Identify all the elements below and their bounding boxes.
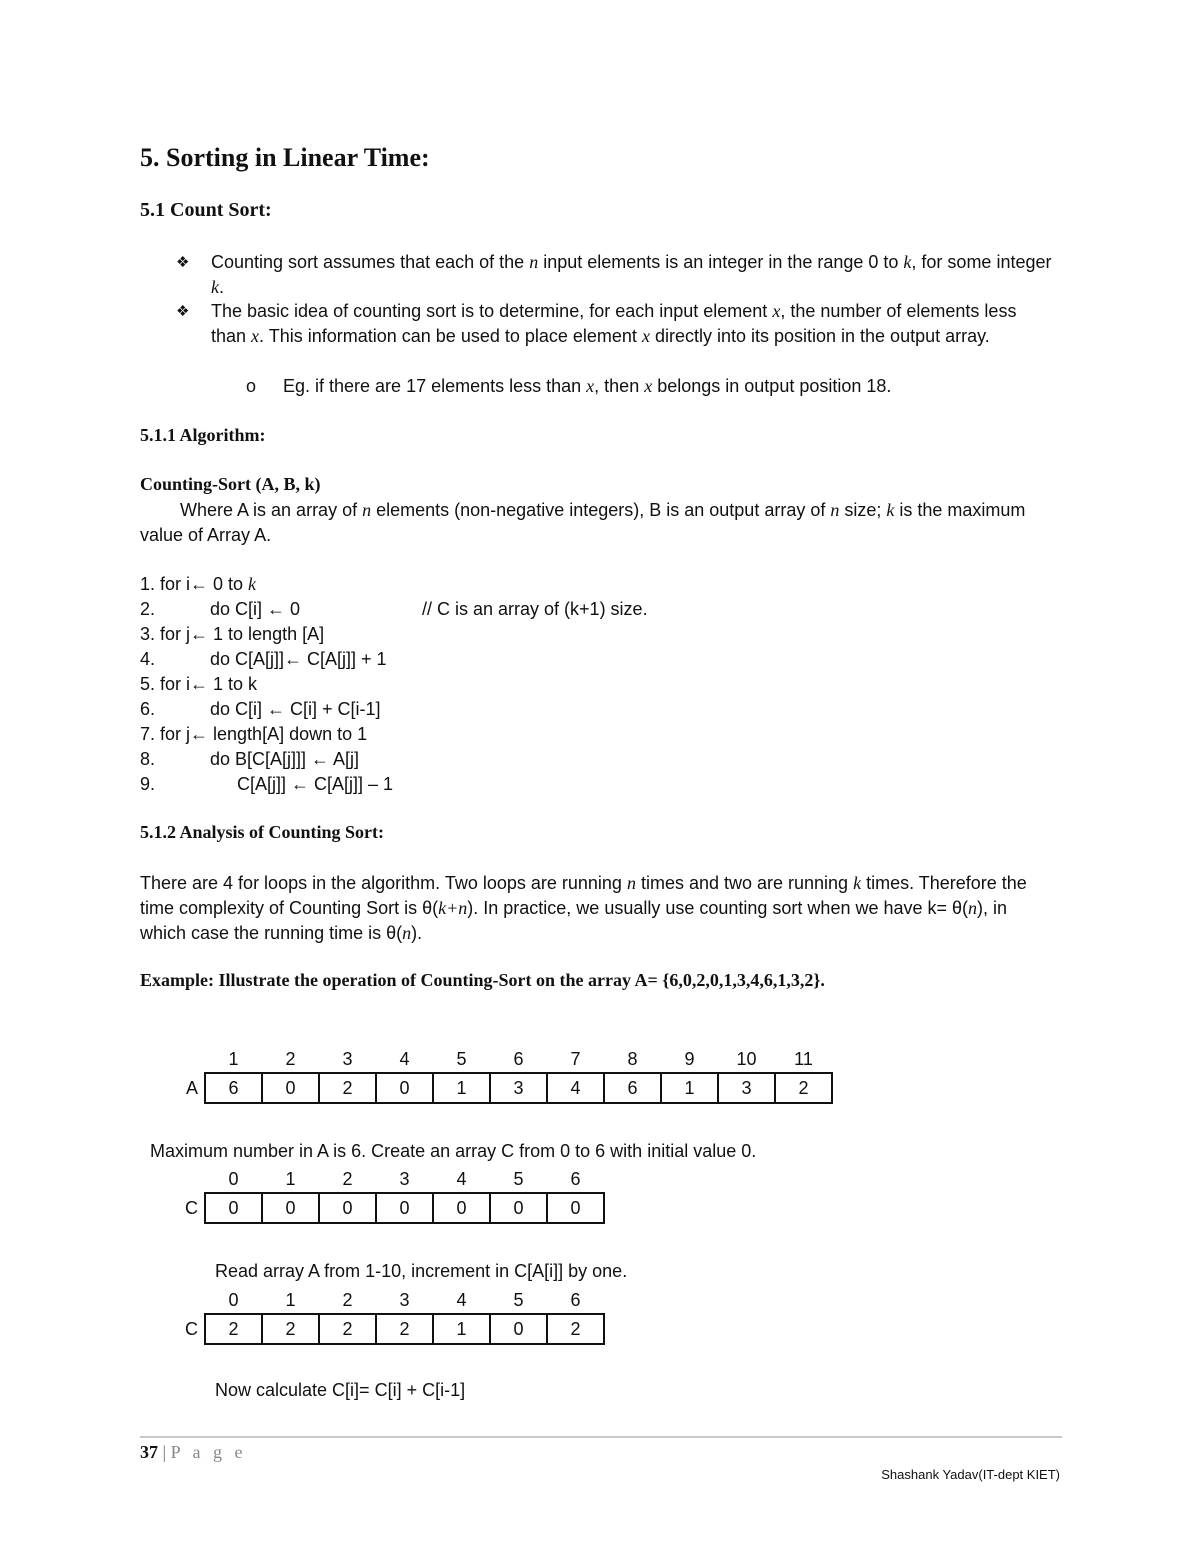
- array-index: 4: [456, 1289, 467, 1310]
- array-cell: 2: [205, 1314, 262, 1344]
- code-line: 4. do C[A[j]]← C[A[j]] + 1: [140, 649, 387, 669]
- bullet-item: ❖ Counting sort assumes that each of the n input elements is an integer in the range 0 to k, for some integer k.: [176, 252, 1052, 297]
- array-index: 5: [513, 1168, 524, 1189]
- array-cell: 3: [490, 1073, 547, 1103]
- array-cell: 0: [319, 1193, 376, 1223]
- array-index: 1: [285, 1289, 296, 1310]
- array-index: 3: [399, 1168, 410, 1189]
- array-cell: 6: [604, 1073, 661, 1103]
- array-cell: 0: [490, 1193, 547, 1223]
- code-line: 5. for i← 1 to k: [140, 674, 258, 694]
- note-calc: Now calculate C[i]= C[i] + C[i-1]: [215, 1380, 466, 1400]
- array-label: A: [185, 1077, 198, 1098]
- procedure-description: Where A is an array of n elements (non-negative integers), B is an output array of n size; k is the maximum value of Array A.: [140, 500, 1026, 545]
- array-index: 2: [342, 1289, 353, 1310]
- array-c-counts-table: [160, 1287, 605, 1345]
- array-c-initial-table: [160, 1166, 605, 1224]
- array-index: 1: [285, 1168, 296, 1189]
- sub-bullet: o Eg. if there are 17 elements less than x, then x belongs in output position 18.: [246, 376, 892, 396]
- array-index: 5: [456, 1048, 467, 1069]
- code-line: 8. do B[C[A[j]]] ← A[j]: [140, 749, 360, 769]
- array-index: 3: [399, 1289, 410, 1310]
- array-label: C: [185, 1318, 198, 1339]
- array-cell: 0: [262, 1073, 319, 1103]
- section-heading: 5.1 Count Sort:: [140, 199, 272, 221]
- array-cell: 2: [319, 1314, 376, 1344]
- footer-divider: [140, 1436, 1062, 1438]
- analysis-heading: 5.1.2 Analysis of Counting Sort:: [140, 822, 385, 842]
- array-cell: 0: [547, 1193, 604, 1223]
- procedure-signature: Counting-Sort (A, B, k): [140, 474, 321, 494]
- array-index: 11: [794, 1048, 813, 1069]
- array-index: 0: [228, 1168, 239, 1189]
- array-label: C: [185, 1197, 198, 1218]
- array-cell: 0: [490, 1314, 547, 1344]
- array-cell: 2: [547, 1314, 604, 1344]
- footer-author: Shashank Yadav(IT-dept KIET): [881, 1467, 1060, 1482]
- array-index: 9: [684, 1048, 695, 1069]
- array-index: 3: [342, 1048, 353, 1069]
- array-a-table: [160, 1046, 833, 1104]
- array-index: 2: [285, 1048, 296, 1069]
- bullet-item: ❖ The basic idea of counting sort is to determine, for each input element x, the number of elements less than x. This information can be used to place element x directly into its position in the output array.: [176, 301, 1017, 346]
- array-index: 4: [456, 1168, 467, 1189]
- array-cell: 2: [319, 1073, 376, 1103]
- code-line: 3. for j← 1 to length [A]: [140, 624, 325, 644]
- array-cell: 6: [205, 1073, 262, 1103]
- array-index: 0: [228, 1289, 239, 1310]
- code-line: 9. C[A[j]] ← C[A[j]] – 1: [140, 774, 394, 794]
- diamond-bullet-icon: ❖: [176, 254, 190, 271]
- array-cell: 0: [376, 1193, 433, 1223]
- array-cell: 2: [775, 1073, 832, 1103]
- array-cell: 0: [262, 1193, 319, 1223]
- array-cell: 0: [376, 1073, 433, 1103]
- array-index: 6: [570, 1168, 581, 1189]
- code-line: 2. do C[i] ← 0 // C is an array of (k+1) size.: [140, 599, 648, 619]
- code-line: 6. do C[i] ← C[i] + C[i-1]: [140, 699, 381, 719]
- page-number: 37 | P a g e: [140, 1442, 247, 1462]
- note-max: Maximum number in A is 6. Create an array C from 0 to 6 with initial value 0.: [150, 1141, 757, 1161]
- note-read: Read array A from 1-10, increment in C[A[i]] by one.: [215, 1261, 628, 1281]
- array-index: 10: [736, 1048, 757, 1069]
- array-cell: 2: [376, 1314, 433, 1344]
- array-index: 6: [513, 1048, 524, 1069]
- analysis-paragraph: There are 4 for loops in the algorithm. Two loops are running n times and two are running k times. Therefore the time complexity of Counting Sort is θ(k+n). In practice, we usually use counting sort when we have k= θ(n), in which case the running time is θ(n).: [140, 873, 1027, 943]
- array-index: 5: [513, 1289, 524, 1310]
- array-cell: 3: [718, 1073, 775, 1103]
- page-title: 5. Sorting in Linear Time:: [140, 143, 430, 172]
- diamond-bullet-icon: ❖: [176, 303, 190, 320]
- array-index: 8: [627, 1048, 638, 1069]
- array-cell: 0: [433, 1193, 490, 1223]
- array-cell: 1: [433, 1314, 490, 1344]
- array-index: 6: [570, 1289, 581, 1310]
- array-cell: 1: [661, 1073, 718, 1103]
- array-cell: 1: [433, 1073, 490, 1103]
- array-index: 7: [570, 1048, 581, 1069]
- code-line: 7. for j← length[A] down to 1: [140, 724, 368, 744]
- array-index: 4: [399, 1048, 410, 1069]
- array-index: 2: [342, 1168, 353, 1189]
- array-cell: 4: [547, 1073, 604, 1103]
- array-cell: 2: [262, 1314, 319, 1344]
- array-cell: 0: [205, 1193, 262, 1223]
- code-line: 1. for i← 0 to k: [140, 574, 257, 594]
- array-index: 1: [228, 1048, 239, 1069]
- algorithm-heading: 5.1.1 Algorithm:: [140, 425, 266, 445]
- example-heading: Example: Illustrate the operation of Counting-Sort on the array A= {6,0,2,0,1,3,4,6,1,3,2}.: [140, 970, 825, 990]
